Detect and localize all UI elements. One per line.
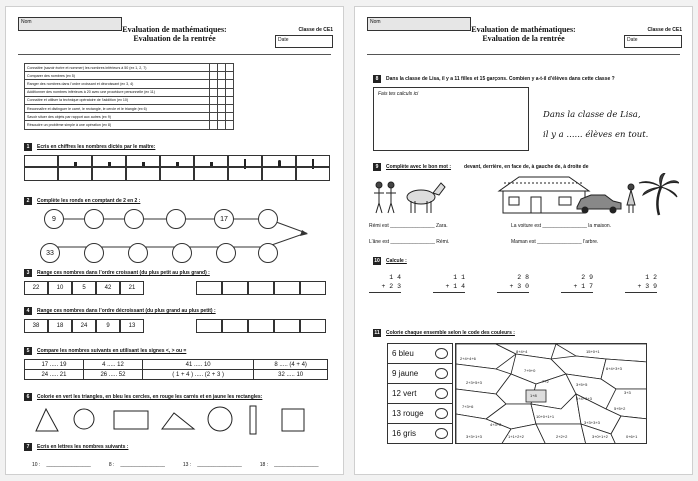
answer-box[interactable]: [248, 319, 274, 333]
answer-line[interactable]: ________________: [46, 462, 91, 468]
objective-check[interactable]: [210, 113, 218, 121]
exercise-label: Range ces nombres dans l’ordre décroissant (du plus grand au plus petit) :: [37, 308, 216, 314]
coloring-picture[interactable]: [455, 343, 647, 444]
rectangle-shape: [114, 411, 148, 429]
region-label: 7+3+6: [462, 404, 474, 409]
objective-check[interactable]: [210, 64, 218, 72]
given-number: 24: [72, 319, 96, 333]
header-separator: [18, 54, 331, 55]
exercise-label: Colorie en vert les triangles, en bleu les cercles, en rouge les carrés et en jaune les rectangles:: [37, 394, 263, 400]
descending-answer-boxes: [196, 319, 326, 333]
exercise-number: 7: [24, 443, 32, 451]
count-circle[interactable]: [84, 209, 104, 229]
shapes-to-color: [24, 403, 330, 437]
square-shape: [282, 409, 304, 431]
addition-1: [369, 273, 401, 300]
region-label: 4+3+2: [490, 422, 502, 427]
given-number: 9: [96, 319, 120, 333]
color-swatch-circle[interactable]: [435, 368, 448, 379]
dictation-cell[interactable]: [194, 155, 228, 181]
count-circle[interactable]: [214, 209, 234, 229]
objective-row: [25, 64, 234, 72]
given-number: 38: [24, 319, 48, 333]
answer-sentence: [543, 105, 648, 145]
comparison-table: [24, 359, 328, 380]
triangle-shape: [162, 413, 194, 429]
objective-row: [25, 113, 234, 121]
region-label: 4+4+3+3: [576, 396, 592, 401]
objective-text: Résoudre un problème simple à une opération (ex 8): [25, 121, 210, 129]
legend-label: 16 gris: [392, 429, 417, 438]
comparison-item[interactable]: 24 ..... 21: [25, 370, 84, 380]
region-label: 5+5+2: [614, 406, 626, 411]
worksheet-page-2: [354, 6, 693, 475]
exercise-label: Ecris en chiffres les nombres dictés par le maître:: [37, 144, 156, 150]
count-circle[interactable]: [84, 243, 104, 263]
result-line[interactable]: [561, 292, 593, 300]
exercise-number: 5: [24, 347, 32, 355]
objective-row: [25, 80, 234, 88]
objective-check[interactable]: [226, 113, 234, 121]
region-label: 7+2: [542, 379, 549, 384]
exercise-number: 11: [374, 330, 380, 336]
region-label: 3+0+1+2: [592, 434, 608, 439]
objective-check[interactable]: [226, 88, 234, 96]
region-label: 3+3+1+3: [466, 434, 482, 439]
car-figure: [577, 195, 621, 213]
legend-row: [388, 424, 452, 443]
objective-text: Reconnaître et distinguer le carré, le rectangle, le cercle et le triangle (ex 6): [25, 104, 210, 112]
result-line[interactable]: [497, 292, 529, 300]
objective-row: [25, 88, 234, 96]
exercise-9-heading: [373, 163, 589, 171]
legend-label: 12 vert: [392, 389, 417, 398]
legend-row: [388, 364, 452, 384]
objective-check[interactable]: [226, 121, 234, 129]
addition-4: [561, 273, 593, 300]
objective-check[interactable]: [210, 96, 218, 104]
title-line-1: Evaluation de mathématiques:: [122, 25, 227, 34]
region-label: 7+9+0: [524, 368, 536, 373]
date-field[interactable]: [624, 35, 682, 48]
dictation-cell[interactable]: [92, 155, 126, 181]
objective-check[interactable]: [210, 80, 218, 88]
answer-line[interactable]: ________________: [197, 462, 242, 468]
circle-shape: [208, 407, 232, 431]
region-label: 2+2+2: [556, 434, 568, 439]
count-circle[interactable]: [128, 243, 148, 263]
title-line-2: Evaluation de la rentrée: [133, 34, 216, 43]
region-label: 1+1+2+2: [508, 434, 524, 439]
answer-line-2[interactable]: il y a ...... élèves en tout.: [543, 130, 649, 140]
donkey-figure: [407, 183, 445, 213]
dictation-cell[interactable]: [262, 155, 296, 181]
legend-label: 9 jaune: [392, 369, 419, 378]
region-label: 2+3+5+3: [466, 380, 482, 385]
count-circle-value: 9: [52, 215, 56, 223]
calculation-box[interactable]: [373, 87, 529, 151]
addend-bottom: + 1 4: [445, 283, 465, 290]
ascending-given-numbers: [24, 281, 144, 295]
comparison-item[interactable]: 32 ..... 10: [254, 370, 328, 380]
objective-text: Savoir situer des objets par rapport aux autres (ex 9): [25, 113, 210, 121]
exercise-number: 1: [24, 143, 32, 151]
write-in-words-row: [32, 462, 319, 468]
answer-box[interactable]: [248, 281, 274, 295]
objective-text: Additionner des nombres inférieurs à 20 avec une procédure personnelle (ex 11): [25, 88, 210, 96]
count-circle[interactable]: [172, 243, 192, 263]
sentence-donkey-remi[interactable]: L’âne est ________________ Rémi.: [369, 239, 450, 245]
coloring-regions: [456, 344, 647, 444]
objective-check[interactable]: [226, 64, 234, 72]
count-path-arrows: [36, 205, 336, 273]
objective-check[interactable]: [210, 121, 218, 129]
legend-label: 13 rouge: [392, 409, 424, 418]
count-circle[interactable]: [166, 209, 186, 229]
addition-2: [433, 273, 465, 300]
dictation-grid: [24, 155, 330, 181]
palm-tree-figure: [639, 173, 679, 215]
exercise-label: Dans la classe de Lisa, il y a 11 filles et 15 garçons. Combien y a-t-il d’élèves dans cette classe ?: [386, 76, 615, 82]
answer-line[interactable]: ________________: [274, 462, 319, 468]
answer-box[interactable]: [300, 281, 326, 295]
given-number: 42: [96, 281, 120, 295]
exercise-label: Ecris en lettres les nombres suivants :: [37, 444, 129, 450]
comparison-item[interactable]: 8 ..... (4 + 4): [254, 360, 328, 370]
class-label: Classe de CE1: [647, 27, 682, 33]
answer-box[interactable]: [274, 319, 300, 333]
sentence-mother-tree[interactable]: Maman est ________________ l’arbre.: [511, 239, 599, 245]
legend-row: [388, 344, 452, 364]
exercise-4-heading: [24, 307, 216, 315]
objective-check[interactable]: [210, 88, 218, 96]
exercise-label: Range ces nombres dans l’ordre croissant (du plus petit au plus grand) :: [37, 270, 210, 276]
legend-row: [388, 384, 452, 404]
region-label: 3+5+5: [576, 382, 588, 387]
exercise-label: Calcule :: [386, 258, 407, 264]
region-label: 10+0+1+1: [536, 414, 555, 419]
addend-bottom: + 3 0: [509, 283, 529, 290]
objective-row: [25, 104, 234, 112]
addend-bottom: + 3 9: [637, 283, 657, 290]
worksheet-page-1: [5, 6, 344, 475]
given-number: 18: [48, 319, 72, 333]
dictation-cell[interactable]: [228, 155, 262, 181]
objective-check[interactable]: [210, 104, 218, 112]
objective-check[interactable]: [226, 104, 234, 112]
class-label: Classe de CE1: [298, 27, 333, 33]
objective-check[interactable]: [218, 72, 226, 80]
given-number: 5: [72, 281, 96, 295]
color-legend: [387, 343, 453, 444]
ascending-answer-boxes: [196, 281, 326, 295]
count-circle[interactable]: [216, 243, 236, 263]
house-figure: [499, 177, 589, 213]
answer-box[interactable]: [196, 319, 222, 333]
title-line-1: Evaluation de mathématiques:: [471, 25, 576, 34]
comparison-item[interactable]: 4 ..... 12: [83, 360, 142, 370]
region-label: 3+3+3+3: [584, 420, 600, 425]
region-label: 3+3: [624, 390, 631, 395]
objective-check[interactable]: [218, 96, 226, 104]
region-label: 6+4+3+3: [606, 366, 622, 371]
number-prompt: 10 :: [32, 462, 41, 468]
objective-row: [25, 72, 234, 80]
given-number: 13: [120, 319, 144, 333]
header-separator: [367, 54, 680, 55]
exercise-10-heading: [373, 257, 407, 265]
date-field[interactable]: [275, 35, 333, 48]
region-label: 1+8: [530, 393, 537, 398]
count-circle-value: 33: [46, 249, 54, 257]
calculation-box-label: Fais tes calculs ici: [378, 91, 419, 97]
exercise-7-heading: [24, 443, 128, 451]
word-bank: devant, derrière, en face de, à gauche de, à droite de: [464, 164, 589, 170]
objective-check[interactable]: [218, 113, 226, 121]
answer-box[interactable]: [222, 281, 248, 295]
count-circle[interactable]: [258, 209, 278, 229]
addend-top: 1 2: [645, 274, 657, 281]
region-label: 15+0+1: [586, 349, 600, 354]
addend-bottom: + 1 7: [573, 283, 593, 290]
count-circle[interactable]: [44, 209, 64, 229]
exercise-3-heading: [24, 269, 210, 277]
comparison-row: [25, 360, 328, 370]
answer-box[interactable]: [196, 281, 222, 295]
dictation-cell[interactable]: [24, 155, 58, 181]
objective-check[interactable]: [218, 64, 226, 72]
objective-check[interactable]: [218, 121, 226, 129]
comparison-item[interactable]: 41 ..... 10: [142, 360, 253, 370]
addend-top: 2 9: [581, 274, 593, 281]
date-label: Date: [627, 37, 638, 43]
exercise-label: Complète avec le bon mot :: [386, 164, 452, 170]
objective-check[interactable]: [226, 96, 234, 104]
addend-bottom: + 2 3: [381, 283, 401, 290]
exercise-number: 2: [24, 197, 32, 205]
objective-check[interactable]: [218, 104, 226, 112]
number-prompt: 13 :: [182, 462, 192, 468]
scene-illustration: [369, 173, 679, 219]
color-swatch-circle[interactable]: [435, 408, 448, 419]
answer-box[interactable]: [300, 319, 326, 333]
result-line[interactable]: [369, 292, 401, 300]
count-circle[interactable]: [258, 243, 278, 263]
comparison-item[interactable]: ( 1 + 4 ) ..... (2 + 3 ): [142, 370, 253, 380]
objective-check[interactable]: [210, 72, 218, 80]
exercise-number: 9: [373, 163, 381, 171]
result-line[interactable]: [433, 292, 465, 300]
objectives-table: [24, 63, 234, 130]
objective-row: [25, 96, 234, 104]
exercise-label: Compare les nombres suivants en utilisant les signes <, > ou =: [37, 348, 187, 354]
date-label: Date: [278, 37, 289, 43]
color-swatch-circle[interactable]: [435, 388, 448, 399]
exercise-number: 8: [373, 75, 381, 83]
objective-check[interactable]: [226, 72, 234, 80]
objective-check[interactable]: [218, 80, 226, 88]
dictation-cell[interactable]: [58, 155, 92, 181]
region-label: 0+6+1: [626, 434, 638, 439]
answer-line[interactable]: ________________: [120, 462, 165, 468]
objective-text: Connaître (savoir écrire et nommer) les nombres inférieurs à 50 (ex 1, 2, 7): [25, 64, 210, 72]
answer-box[interactable]: [274, 281, 300, 295]
given-number: 10: [48, 281, 72, 295]
count-circle-value: 17: [220, 215, 228, 223]
region-label: 2+4+4+6: [460, 356, 476, 361]
dictation-divider: [24, 167, 330, 168]
color-swatch-circle[interactable]: [435, 348, 448, 359]
exercise-number: 3: [24, 269, 32, 277]
circle-shape: [74, 409, 94, 429]
addition-5: [625, 273, 657, 300]
sentence-car-house[interactable]: La voiture est ________________ la maison.: [511, 223, 612, 229]
title-line-2: Evaluation de la rentrée: [482, 34, 565, 43]
name-label: Nom: [370, 19, 381, 25]
answer-line-1: Dans la classe de Lisa,: [543, 110, 641, 120]
exercise-8-heading: [373, 75, 615, 83]
objective-text: Connaître et utiliser la technique opératoire de l’addition (ex 10): [25, 96, 210, 104]
exercise-11-heading: [373, 329, 515, 337]
exercise-number: 10: [374, 258, 380, 264]
given-number: 21: [120, 281, 144, 295]
addend-top: 1 4: [389, 274, 401, 281]
objective-row: [25, 121, 234, 129]
exercise-1-heading: [24, 143, 155, 151]
children-figure: [374, 182, 396, 213]
comparison-item[interactable]: 26 ..... 52: [83, 370, 142, 380]
addend-top: 2 8: [517, 274, 529, 281]
exercise-2-heading: [24, 197, 140, 205]
objective-check[interactable]: [218, 88, 226, 96]
exercise-number: 4: [24, 307, 32, 315]
descending-given-numbers: [24, 319, 144, 333]
addend-top: 1 1: [453, 274, 465, 281]
objective-check[interactable]: [226, 80, 234, 88]
answer-box[interactable]: [222, 319, 248, 333]
objective-text: Comparer des nombres (ex 5): [25, 72, 210, 80]
legend-row: [388, 404, 452, 424]
addition-3: [497, 273, 529, 300]
triangle-shape: [36, 409, 58, 431]
given-number: 22: [24, 281, 48, 295]
mother-figure: [627, 184, 635, 213]
number-prompt: 8 :: [108, 462, 115, 468]
exercise-5-heading: [24, 347, 186, 355]
color-swatch-circle[interactable]: [435, 428, 448, 439]
count-circle[interactable]: [124, 209, 144, 229]
comparison-item[interactable]: 17 ..... 19: [25, 360, 84, 370]
legend-label: 6 bleu: [392, 349, 414, 358]
dictation-cell[interactable]: [160, 155, 194, 181]
exercise-6-heading: [24, 393, 262, 401]
number-prompt: 18 :: [259, 462, 269, 468]
exercise-label: Complète les ronds en comptant de 2 en 2 :: [37, 198, 141, 204]
rectangle-shape: [250, 406, 256, 434]
result-line[interactable]: [625, 292, 657, 300]
sentence-remi-zara[interactable]: Rémi est ________________ Zara.: [369, 223, 448, 229]
count-circle[interactable]: [40, 243, 60, 263]
objective-text: Ranger des nombres dans l’ordre croissant et décroissant (ex 3, 4): [25, 80, 210, 88]
exercise-number: 6: [24, 393, 32, 401]
name-label: Nom: [21, 19, 32, 25]
region-label: 8+4+4: [516, 349, 528, 354]
dictation-cell[interactable]: [126, 155, 160, 181]
exercise-label: Colorie chaque ensemble selon le code des couleurs :: [386, 330, 515, 336]
comparison-row: [25, 370, 328, 380]
dictation-cell[interactable]: [296, 155, 330, 181]
